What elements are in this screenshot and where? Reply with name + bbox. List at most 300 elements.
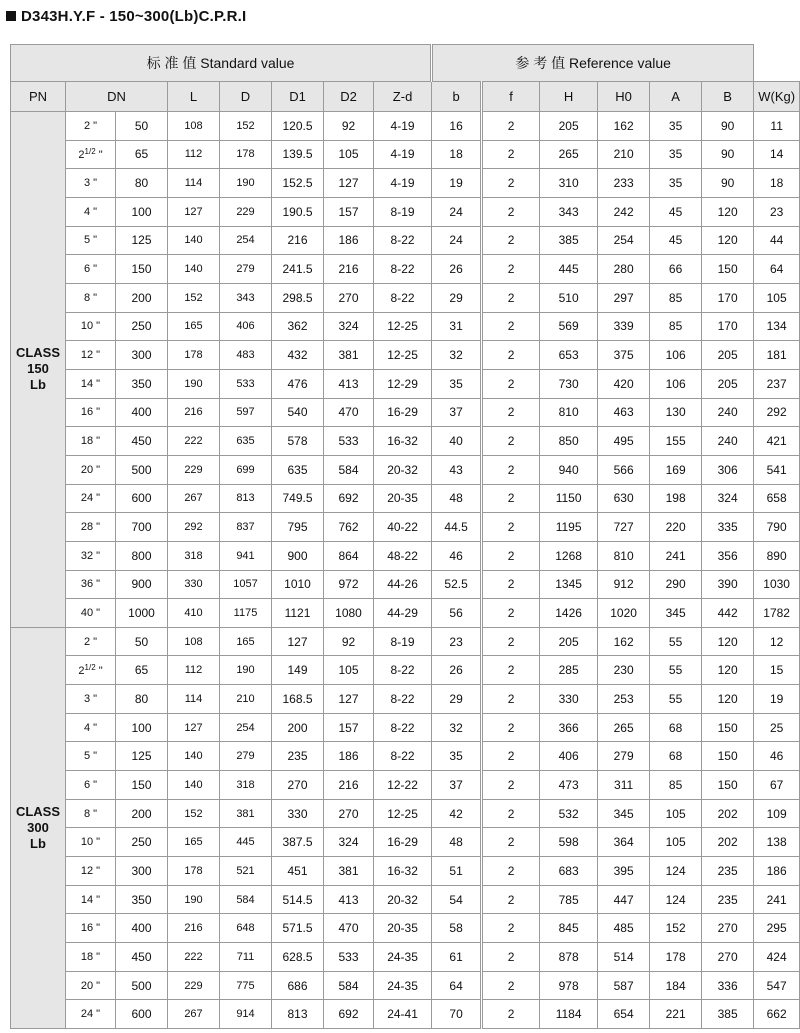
cell-f: 2 — [482, 169, 540, 198]
cell-h: 1268 — [540, 541, 598, 570]
pn-class-line: 300 — [27, 819, 49, 835]
cell-d1: 1010 — [272, 570, 324, 599]
cell-b: 24 — [432, 226, 482, 255]
cell-l: 127 — [168, 713, 220, 742]
cell-f: 2 — [482, 427, 540, 456]
cell-h: 510 — [540, 283, 598, 312]
cell-inch: 8 " — [66, 283, 116, 312]
cell-w: 109 — [754, 799, 800, 828]
cell-d2: 864 — [324, 541, 374, 570]
cell-h: 878 — [540, 943, 598, 972]
cell-h0: 280 — [598, 255, 650, 284]
col-header-h: H — [540, 82, 598, 112]
cell-a: 85 — [650, 312, 702, 341]
cell-inch: 16 " — [66, 398, 116, 427]
cell-b: 150 — [702, 255, 754, 284]
cell-zd: 24-35 — [374, 943, 432, 972]
cell-f: 2 — [482, 771, 540, 800]
cell-zd: 12-25 — [374, 312, 432, 341]
cell-d2: 127 — [324, 685, 374, 714]
cell-w: 292 — [754, 398, 800, 427]
col-header-b-ref: B — [702, 82, 754, 112]
cell-h: 785 — [540, 885, 598, 914]
table-row — [11, 627, 800, 656]
cell-a: 105 — [650, 799, 702, 828]
cell-b: 120 — [702, 656, 754, 685]
cell-inch: 24 " — [66, 1000, 116, 1029]
table-row — [11, 255, 800, 284]
table-row — [11, 828, 800, 857]
cell-h: 810 — [540, 398, 598, 427]
cell-b: 70 — [432, 1000, 482, 1029]
cell-inch: 3 " — [66, 685, 116, 714]
cell-inch: 10 " — [66, 828, 116, 857]
cell-inch: 4 " — [66, 197, 116, 226]
pn-class-cell — [11, 627, 66, 1028]
table-row — [11, 197, 800, 226]
cell-f: 2 — [482, 971, 540, 1000]
cell-h0: 514 — [598, 943, 650, 972]
cell-b: 170 — [702, 283, 754, 312]
cell-inch: 14 " — [66, 885, 116, 914]
cell-d2: 270 — [324, 799, 374, 828]
cell-a: 178 — [650, 943, 702, 972]
cell-w: 46 — [754, 742, 800, 771]
cell-d2: 972 — [324, 570, 374, 599]
cell-d: 775 — [220, 971, 272, 1000]
col-header-d2: D2 — [324, 82, 374, 112]
cell-d2: 692 — [324, 1000, 374, 1029]
table-row — [11, 455, 800, 484]
cell-h: 1426 — [540, 599, 598, 628]
cell-b: 26 — [432, 255, 482, 284]
cell-f: 2 — [482, 1000, 540, 1029]
reference-value-header: 参 考 值 Reference value — [432, 45, 754, 82]
cell-l: 152 — [168, 283, 220, 312]
cell-zd: 40-22 — [374, 513, 432, 542]
cell-l: 112 — [168, 656, 220, 685]
cell-b: 52.5 — [432, 570, 482, 599]
cell-inch: 5 " — [66, 226, 116, 255]
title-text: D343H.Y.F - 150~300(Lb)C.P.R.I — [21, 8, 247, 25]
table-row — [11, 513, 800, 542]
cell-zd: 12-25 — [374, 341, 432, 370]
cell-w: 14 — [754, 140, 800, 169]
cell-dn: 300 — [116, 341, 168, 370]
cell-d: 941 — [220, 541, 272, 570]
table-row — [11, 112, 800, 141]
cell-f: 2 — [482, 713, 540, 742]
cell-d1: 139.5 — [272, 140, 324, 169]
col-header-l: L — [168, 82, 220, 112]
cell-w: 241 — [754, 885, 800, 914]
cell-w: 1030 — [754, 570, 800, 599]
cell-l: 410 — [168, 599, 220, 628]
cell-zd: 16-32 — [374, 427, 432, 456]
cell-w: 11 — [754, 112, 800, 141]
cell-a: 35 — [650, 112, 702, 141]
cell-f: 2 — [482, 828, 540, 857]
table-row — [11, 914, 800, 943]
cell-b: 46 — [432, 541, 482, 570]
cell-inch: $2^{1/2}$ " — [66, 140, 116, 169]
cell-dn: 900 — [116, 570, 168, 599]
pn-class-line: Lb — [30, 377, 46, 393]
cell-l: 229 — [168, 971, 220, 1000]
cell-d: 533 — [220, 369, 272, 398]
document-title — [6, 6, 246, 28]
cell-d1: 200 — [272, 713, 324, 742]
cell-w: 662 — [754, 1000, 800, 1029]
cell-f: 2 — [482, 484, 540, 513]
cell-b: 48 — [432, 484, 482, 513]
cell-l: 330 — [168, 570, 220, 599]
cell-d1: 571.5 — [272, 914, 324, 943]
cell-d1: 149 — [272, 656, 324, 685]
cell-a: 220 — [650, 513, 702, 542]
cell-d2: 381 — [324, 857, 374, 886]
cell-w: 658 — [754, 484, 800, 513]
cell-inch: 3 " — [66, 169, 116, 198]
cell-d1: 476 — [272, 369, 324, 398]
cell-l: 127 — [168, 197, 220, 226]
cell-b: 385 — [702, 1000, 754, 1029]
column-header-row — [11, 82, 800, 112]
cell-zd: 8-19 — [374, 197, 432, 226]
cell-f: 2 — [482, 656, 540, 685]
cell-h0: 339 — [598, 312, 650, 341]
cell-b: 24 — [432, 197, 482, 226]
cell-d2: 584 — [324, 971, 374, 1000]
pn-class-line: Lb — [30, 835, 46, 851]
cell-w: 138 — [754, 828, 800, 857]
cell-d: 1057 — [220, 570, 272, 599]
cell-b: 29 — [432, 685, 482, 714]
cell-f: 2 — [482, 369, 540, 398]
cell-h0: 395 — [598, 857, 650, 886]
cell-b: 390 — [702, 570, 754, 599]
cell-l: 140 — [168, 226, 220, 255]
cell-b: 23 — [432, 627, 482, 656]
cell-f: 2 — [482, 570, 540, 599]
cell-d2: 157 — [324, 713, 374, 742]
cell-h0: 253 — [598, 685, 650, 714]
cell-zd: 48-22 — [374, 541, 432, 570]
cell-d2: 692 — [324, 484, 374, 513]
cell-l: 190 — [168, 369, 220, 398]
cell-f: 2 — [482, 255, 540, 284]
cell-b: 32 — [432, 341, 482, 370]
cell-dn: 65 — [116, 140, 168, 169]
cell-d2: 105 — [324, 656, 374, 685]
cell-b: 51 — [432, 857, 482, 886]
cell-h0: 242 — [598, 197, 650, 226]
cell-b: 35 — [432, 742, 482, 771]
cell-d2: 533 — [324, 427, 374, 456]
cell-f: 2 — [482, 599, 540, 628]
cell-h0: 587 — [598, 971, 650, 1000]
cell-b: 56 — [432, 599, 482, 628]
cell-w: 105 — [754, 283, 800, 312]
cell-d: 279 — [220, 255, 272, 284]
cell-d2: 216 — [324, 771, 374, 800]
cell-w: 23 — [754, 197, 800, 226]
cell-dn: 1000 — [116, 599, 168, 628]
cell-l: 140 — [168, 742, 220, 771]
table-row — [11, 713, 800, 742]
cell-w: 890 — [754, 541, 800, 570]
cell-h0: 447 — [598, 885, 650, 914]
cell-zd: 8-22 — [374, 742, 432, 771]
cell-inch: 40 " — [66, 599, 116, 628]
cell-w: 1782 — [754, 599, 800, 628]
table-row — [11, 885, 800, 914]
table-row — [11, 369, 800, 398]
cell-h0: 810 — [598, 541, 650, 570]
cell-inch: $2^{1/2}$ " — [66, 656, 116, 685]
col-header-d: D — [220, 82, 272, 112]
cell-a: 66 — [650, 255, 702, 284]
cell-b: 150 — [702, 771, 754, 800]
cell-a: 184 — [650, 971, 702, 1000]
cell-dn: 250 — [116, 312, 168, 341]
cell-w: 25 — [754, 713, 800, 742]
cell-dn: 500 — [116, 971, 168, 1000]
cell-inch: 6 " — [66, 255, 116, 284]
table-row — [11, 685, 800, 714]
cell-h0: 210 — [598, 140, 650, 169]
cell-a: 198 — [650, 484, 702, 513]
cell-h: 265 — [540, 140, 598, 169]
table-row — [11, 541, 800, 570]
cell-b: 90 — [702, 140, 754, 169]
cell-dn: 80 — [116, 685, 168, 714]
cell-d: 190 — [220, 656, 272, 685]
cell-d1: 795 — [272, 513, 324, 542]
table-row — [11, 857, 800, 886]
cell-h: 385 — [540, 226, 598, 255]
cell-l: 152 — [168, 799, 220, 828]
cell-h0: 311 — [598, 771, 650, 800]
cell-h: 473 — [540, 771, 598, 800]
table-row — [11, 341, 800, 370]
cell-h: 366 — [540, 713, 598, 742]
cell-a: 124 — [650, 885, 702, 914]
cell-zd: 20-32 — [374, 885, 432, 914]
cell-b: 120 — [702, 627, 754, 656]
cell-inch: 4 " — [66, 713, 116, 742]
cell-a: 124 — [650, 857, 702, 886]
cell-l: 114 — [168, 685, 220, 714]
cell-d: 711 — [220, 943, 272, 972]
table-row — [11, 943, 800, 972]
cell-a: 35 — [650, 140, 702, 169]
table-row — [11, 599, 800, 628]
cell-dn: 800 — [116, 541, 168, 570]
cell-h: 653 — [540, 341, 598, 370]
cell-dn: 150 — [116, 255, 168, 284]
cell-a: 55 — [650, 685, 702, 714]
cell-h: 343 — [540, 197, 598, 226]
cell-inch: 18 " — [66, 943, 116, 972]
cell-w: 44 — [754, 226, 800, 255]
cell-f: 2 — [482, 341, 540, 370]
table-row — [11, 484, 800, 513]
cell-l: 114 — [168, 169, 220, 198]
cell-a: 55 — [650, 656, 702, 685]
cell-a: 290 — [650, 570, 702, 599]
standard-value-header: 标 准 值 Standard value — [11, 45, 432, 82]
cell-l: 140 — [168, 255, 220, 284]
cell-h: 445 — [540, 255, 598, 284]
cell-b: 336 — [702, 971, 754, 1000]
cell-w: 790 — [754, 513, 800, 542]
cell-w: 421 — [754, 427, 800, 456]
cell-w: 547 — [754, 971, 800, 1000]
cell-h0: 485 — [598, 914, 650, 943]
cell-l: 140 — [168, 771, 220, 800]
cell-b: 170 — [702, 312, 754, 341]
cell-a: 55 — [650, 627, 702, 656]
cell-w: 64 — [754, 255, 800, 284]
cell-f: 2 — [482, 541, 540, 570]
cell-l: 229 — [168, 455, 220, 484]
cell-dn: 50 — [116, 112, 168, 141]
cell-d: 483 — [220, 341, 272, 370]
cell-d: 837 — [220, 513, 272, 542]
cell-d1: 635 — [272, 455, 324, 484]
cell-inch: 32 " — [66, 541, 116, 570]
cell-d: 381 — [220, 799, 272, 828]
cell-b: 306 — [702, 455, 754, 484]
cell-b: 442 — [702, 599, 754, 628]
cell-d1: 813 — [272, 1000, 324, 1029]
cell-h: 532 — [540, 799, 598, 828]
cell-f: 2 — [482, 943, 540, 972]
cell-d1: 298.5 — [272, 283, 324, 312]
cell-b: 19 — [432, 169, 482, 198]
cell-b: 90 — [702, 169, 754, 198]
cell-l: 216 — [168, 914, 220, 943]
col-header-f: f — [482, 82, 540, 112]
cell-d2: 470 — [324, 914, 374, 943]
cell-zd: 12-22 — [374, 771, 432, 800]
cell-b: 240 — [702, 427, 754, 456]
cell-dn: 50 — [116, 627, 168, 656]
cell-d1: 432 — [272, 341, 324, 370]
pn-class-cell — [11, 112, 66, 628]
cell-w: 18 — [754, 169, 800, 198]
cell-dn: 400 — [116, 398, 168, 427]
pn-class-line: CLASS — [15, 345, 61, 361]
cell-a: 105 — [650, 828, 702, 857]
cell-b: 205 — [702, 341, 754, 370]
cell-h: 683 — [540, 857, 598, 886]
cell-l: 108 — [168, 627, 220, 656]
cell-inch: 24 " — [66, 484, 116, 513]
cell-zd: 44-26 — [374, 570, 432, 599]
cell-b: 48 — [432, 828, 482, 857]
cell-h0: 630 — [598, 484, 650, 513]
table-body — [11, 112, 800, 1029]
col-header-h0: H0 — [598, 82, 650, 112]
cell-zd: 20-35 — [374, 484, 432, 513]
cell-zd: 8-19 — [374, 627, 432, 656]
cell-l: 112 — [168, 140, 220, 169]
cell-d2: 413 — [324, 885, 374, 914]
cell-h0: 566 — [598, 455, 650, 484]
col-header-b: b — [432, 82, 482, 112]
cell-d: 699 — [220, 455, 272, 484]
cell-zd: 16-29 — [374, 398, 432, 427]
cell-w: 67 — [754, 771, 800, 800]
cell-h0: 912 — [598, 570, 650, 599]
cell-h0: 230 — [598, 656, 650, 685]
col-header-d1: D1 — [272, 82, 324, 112]
cell-l: 178 — [168, 341, 220, 370]
cell-d: 445 — [220, 828, 272, 857]
cell-f: 2 — [482, 455, 540, 484]
cell-zd: 24-41 — [374, 1000, 432, 1029]
cell-dn: 100 — [116, 713, 168, 742]
cell-inch: 12 " — [66, 857, 116, 886]
cell-f: 2 — [482, 885, 540, 914]
cell-b: 54 — [432, 885, 482, 914]
cell-inch: 12 " — [66, 341, 116, 370]
cell-h0: 279 — [598, 742, 650, 771]
cell-d: 584 — [220, 885, 272, 914]
cell-l: 216 — [168, 398, 220, 427]
cell-f: 2 — [482, 799, 540, 828]
cell-d1: 900 — [272, 541, 324, 570]
cell-w: 295 — [754, 914, 800, 943]
cell-d2: 413 — [324, 369, 374, 398]
table-row — [11, 771, 800, 800]
cell-d: 318 — [220, 771, 272, 800]
cell-d: 279 — [220, 742, 272, 771]
cell-d1: 235 — [272, 742, 324, 771]
cell-zd: 24-35 — [374, 971, 432, 1000]
cell-zd: 8-22 — [374, 656, 432, 685]
cell-d1: 451 — [272, 857, 324, 886]
cell-inch: 5 " — [66, 742, 116, 771]
cell-d2: 216 — [324, 255, 374, 284]
cell-d1: 241.5 — [272, 255, 324, 284]
cell-inch: 36 " — [66, 570, 116, 599]
cell-h: 310 — [540, 169, 598, 198]
cell-h: 850 — [540, 427, 598, 456]
cell-w: 186 — [754, 857, 800, 886]
cell-d1: 514.5 — [272, 885, 324, 914]
table-row — [11, 742, 800, 771]
cell-b: 90 — [702, 112, 754, 141]
cell-d: 254 — [220, 713, 272, 742]
cell-dn: 350 — [116, 885, 168, 914]
cell-d: 165 — [220, 627, 272, 656]
table-row — [11, 283, 800, 312]
cell-d2: 270 — [324, 283, 374, 312]
cell-a: 68 — [650, 713, 702, 742]
cell-b: 240 — [702, 398, 754, 427]
cell-d1: 270 — [272, 771, 324, 800]
cell-h: 569 — [540, 312, 598, 341]
cell-d2: 1080 — [324, 599, 374, 628]
cell-d: 229 — [220, 197, 272, 226]
cell-d1: 330 — [272, 799, 324, 828]
cell-zd: 8-22 — [374, 283, 432, 312]
cell-inch: 2 " — [66, 112, 116, 141]
cell-d1: 578 — [272, 427, 324, 456]
